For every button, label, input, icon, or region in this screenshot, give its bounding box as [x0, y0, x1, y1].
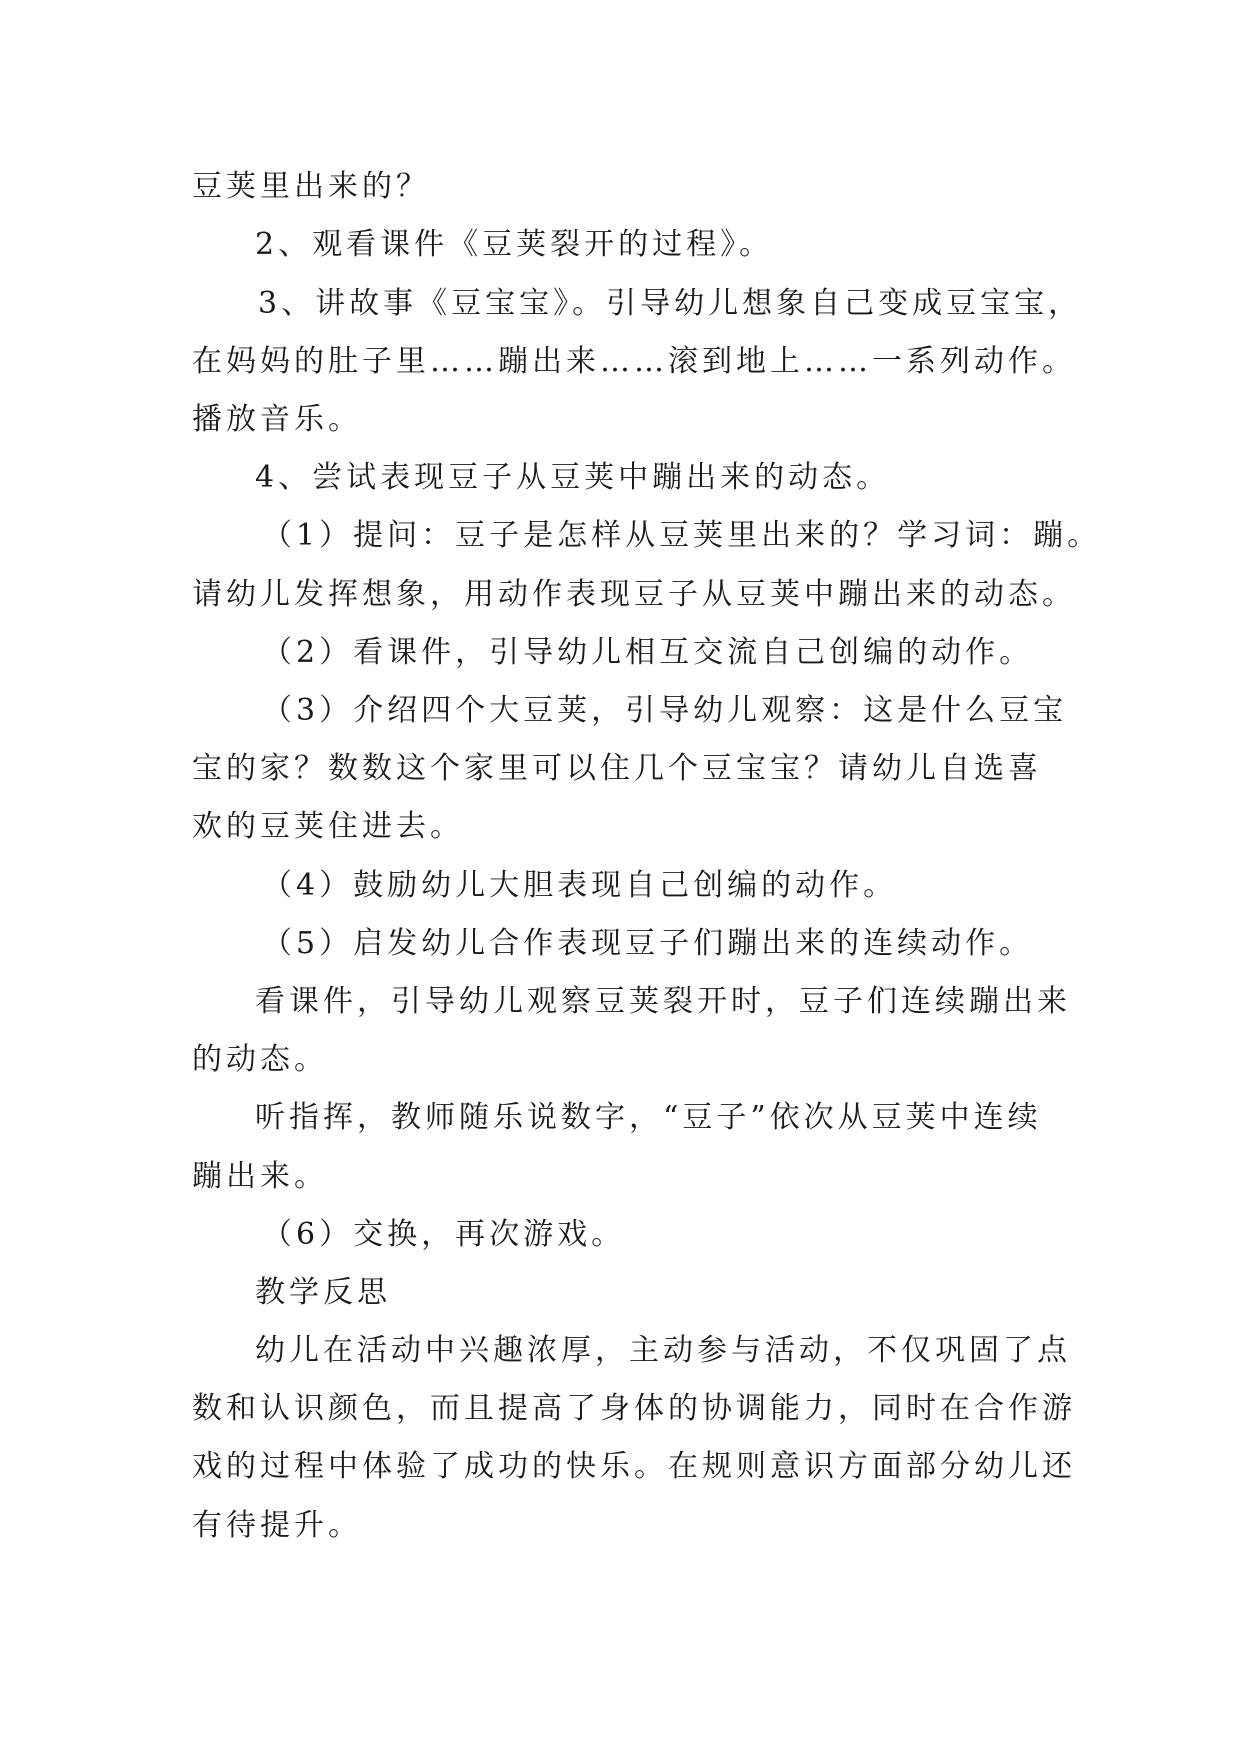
text-line: 4、尝试表现豆子从豆荚中蹦出来的动态。	[255, 460, 891, 495]
text-line: 欢的豆荚住进去。	[192, 809, 464, 844]
text-line: 听指挥，教师随乐说数字，“豆子”依次从豆荚中连续	[255, 1100, 1042, 1135]
text-line: 有待提升。	[192, 1508, 362, 1543]
text-line: （4）鼓励幼儿大胆表现自己创编的动作。	[262, 868, 898, 903]
text-line: 在妈妈的肚子里……蹦出来……滚到地上……一系列动作。	[192, 344, 1076, 379]
text-line: （6）交换，再次游戏。	[262, 1217, 626, 1252]
text-line: 的动态。	[192, 1042, 328, 1077]
text-line: 蹦出来。	[192, 1159, 328, 1194]
text-line: 数和认识颜色，而且提高了身体的协调能力，同时在合作游	[192, 1391, 1076, 1426]
section-heading: 教学反思	[255, 1275, 391, 1310]
text-line: 播放音乐。	[192, 402, 362, 437]
text-line: （2）看课件，引导幼儿相互交流自己创编的动作。	[262, 635, 1034, 670]
text-line: 3、讲故事《豆宝宝》。引导幼儿想象自己变成豆宝宝，	[258, 286, 1083, 321]
text-line: 看课件，引导幼儿观察豆荚裂开时，豆子们连续蹦出来	[255, 984, 1071, 1019]
text-line: 宝的家？数数这个家里可以住几个豆宝宝？请幼儿自选喜	[192, 751, 1042, 786]
text-line: （1）提问：豆子是怎样从豆荚里出来的？学习词：蹦。	[262, 518, 1102, 553]
text-line: 2、观看课件《豆荚裂开的过程》。	[255, 227, 774, 262]
text-line: 戏的过程中体验了成功的快乐。在规则意识方面部分幼儿还	[192, 1449, 1076, 1484]
text-line: 幼儿在活动中兴趣浓厚，主动参与活动，不仅巩固了点	[255, 1333, 1071, 1368]
text-line: 豆荚里出来的？	[192, 169, 430, 204]
text-line: （5）启发幼儿合作表现豆子们蹦出来的连续动作。	[262, 926, 1034, 961]
text-line: 请幼儿发挥想象，用动作表现豆子从豆荚中蹦出来的动态。	[192, 577, 1076, 612]
text-line: （3）介绍四个大豆荚，引导幼儿观察：这是什么豆宝	[262, 693, 1068, 728]
